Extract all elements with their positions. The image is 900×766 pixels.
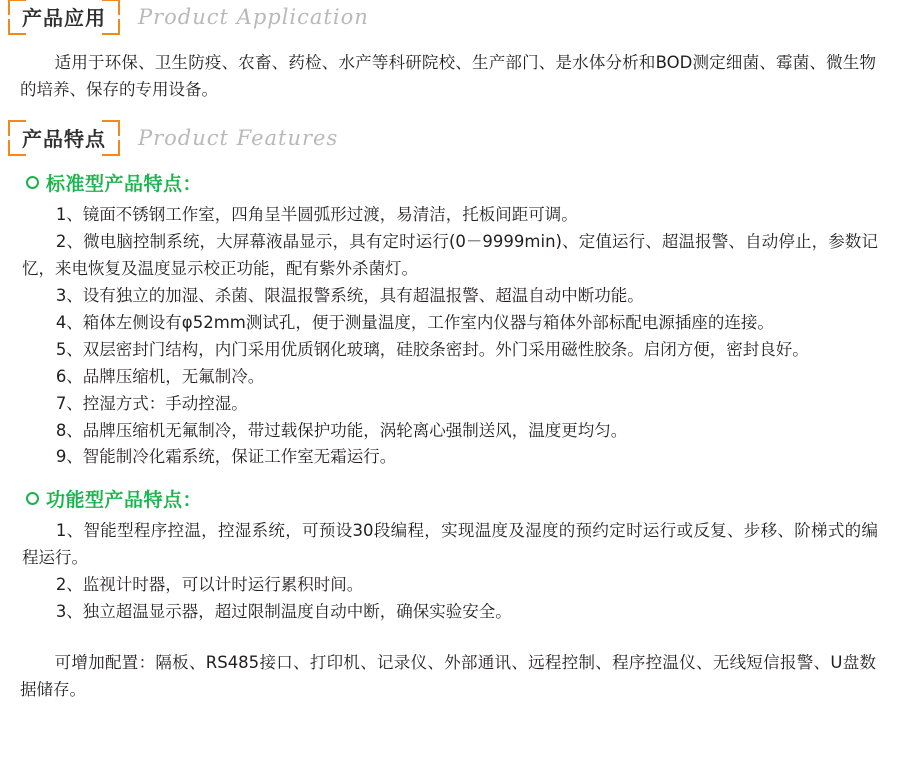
list-item: 4、箱体左侧设有φ52mm测试孔，便于测量温度，工作室内仪器与箱体外部标配电源插座的连接。: [55, 313, 774, 332]
section-badge-product-application: [8, 0, 120, 35]
section-header-product-application: [8, 0, 900, 34]
section-badge-product-features: [8, 120, 120, 156]
circle-bullet-icon: [26, 492, 39, 505]
feature-list-standard: [0, 202, 900, 471]
list-item: 3、设有独立的加湿、杀菌、限温报警系统，具有超温报警、超温自动中断功能。: [55, 286, 644, 306]
list-item: 8、品牌压缩机无氟制冷，带过载保护功能，涡轮离心强制送风，温度更均匀。: [55, 420, 628, 440]
list-item: 1、镜面不锈钢工作室，四角呈半圆弧形过渡，易清洁，托板间距可调。: [55, 205, 578, 225]
section-badge-label: 产品特点: [22, 127, 106, 152]
list-item: 2、微电脑控制系统，大屏幕液晶显示，具有定时运行(0－9999min)、定值运行、超温报警、自动停止，参数记忆，来电恢复及温度显示校正功能，配有紫外杀菌灯。: [22, 232, 878, 279]
list-item: 5、双层密封门结构，内门采用优质钢化玻璃，硅胶条密封。外门采用磁性胶条。启闭方便，密封良好。: [55, 339, 809, 359]
section-badge-label: 产品应用: [22, 6, 106, 30]
subheading-label: 功能型产品特点：: [46, 489, 203, 512]
list-item: 2、监视计时器，可以计时运行累积时间。: [55, 575, 364, 595]
subheading-functional-features: [26, 485, 900, 512]
circle-bullet-icon: [26, 176, 39, 189]
subheading-label: 标准型产品特点：: [46, 173, 203, 196]
list-item: 3、独立超温显示器，超过限制温度自动中断，确保实验安全。: [55, 602, 512, 622]
section-title-en-product-features: Product Features: [138, 126, 339, 151]
section-title-en-product-application: Product Application: [138, 5, 369, 29]
spacer: [0, 34, 900, 42]
spacer: [0, 626, 900, 642]
list-item: 6、品牌压缩机，无氟制冷。: [55, 366, 265, 386]
paragraph-product-application: 适用于环保、卫生防疫、农畜、药检、水产等科研院校、生产部门、是水体分析和BOD测定细菌、霉菌、微生物的培养、保存的专用设备。: [20, 53, 876, 99]
list-item: 7、控湿方式：手动控湿。: [55, 393, 248, 413]
list-item: 9、智能制冷化霜系统，保证工作室无霜运行。: [55, 447, 397, 467]
spacer: [0, 105, 900, 121]
paragraph-optional-configuration: 可增加配置：隔板、RS485接口、打印机、记录仪、外部通讯、远程控制、程序控温仪、无线短信报警、U盘数据储存。: [20, 652, 876, 699]
list-item: 1、智能型程序控温，控湿系统，可预设30段编程，实现温度及湿度的预约定时运行或反复、步移、阶梯式的编程运行。: [22, 521, 878, 568]
subheading-standard-features: [26, 169, 900, 196]
section-header-product-features: [8, 121, 900, 155]
feature-list-functional: [0, 518, 900, 626]
